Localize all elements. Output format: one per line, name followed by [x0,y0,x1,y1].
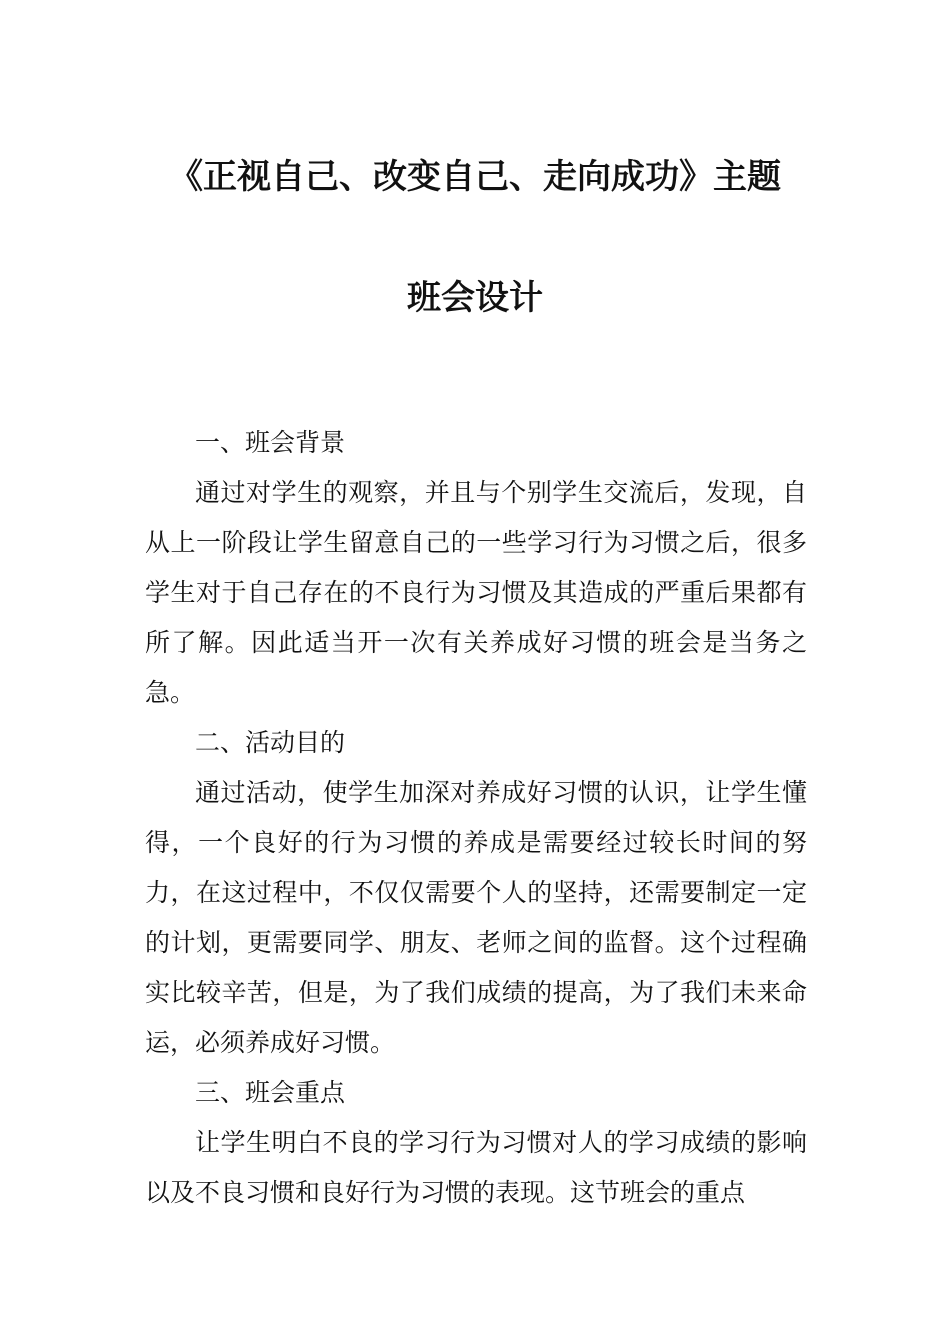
document-title-line-2: 班会设计 [407,278,543,318]
section-heading-background: 一、班会背景 [195,428,346,457]
section-paragraph-purpose: 通过活动，使学生加深对养成好习惯的认识，让学生懂得，一个良好的行为习惯的养成是需要经过较长时间的努力，在这过程中，不仅仅需要个人的坚持，还需要制定一定的计划，更需要同学、朋友、老师之间的监督。这个过程确实比较辛苦，但是，为了我们成绩的提高，为了我们未来命运，必须养成好习惯。 [145,778,807,1057]
section-paragraph-focus: 让学生明白不良的学习行为习惯对人的学习成绩的影响以及不良习惯和良好行为习惯的表现。这节班会的重点 [145,1128,807,1207]
section-heading-purpose: 二、活动目的 [195,728,346,757]
document-body [145,418,807,1218]
document-title-line-1: 《正视自己、改变自己、走向成功》主题 [169,157,781,197]
section-heading-focus: 三、班会重点 [195,1078,346,1107]
section-paragraph-background: 通过对学生的观察，并且与个别学生交流后，发现，自从上一阶段让学生留意自己的一些学习行为习惯之后，很多学生对于自己存在的不良行为习惯及其造成的严重后果都有所了解。因此适当开一次有关养成好习惯的班会是当务之急。 [145,478,807,707]
